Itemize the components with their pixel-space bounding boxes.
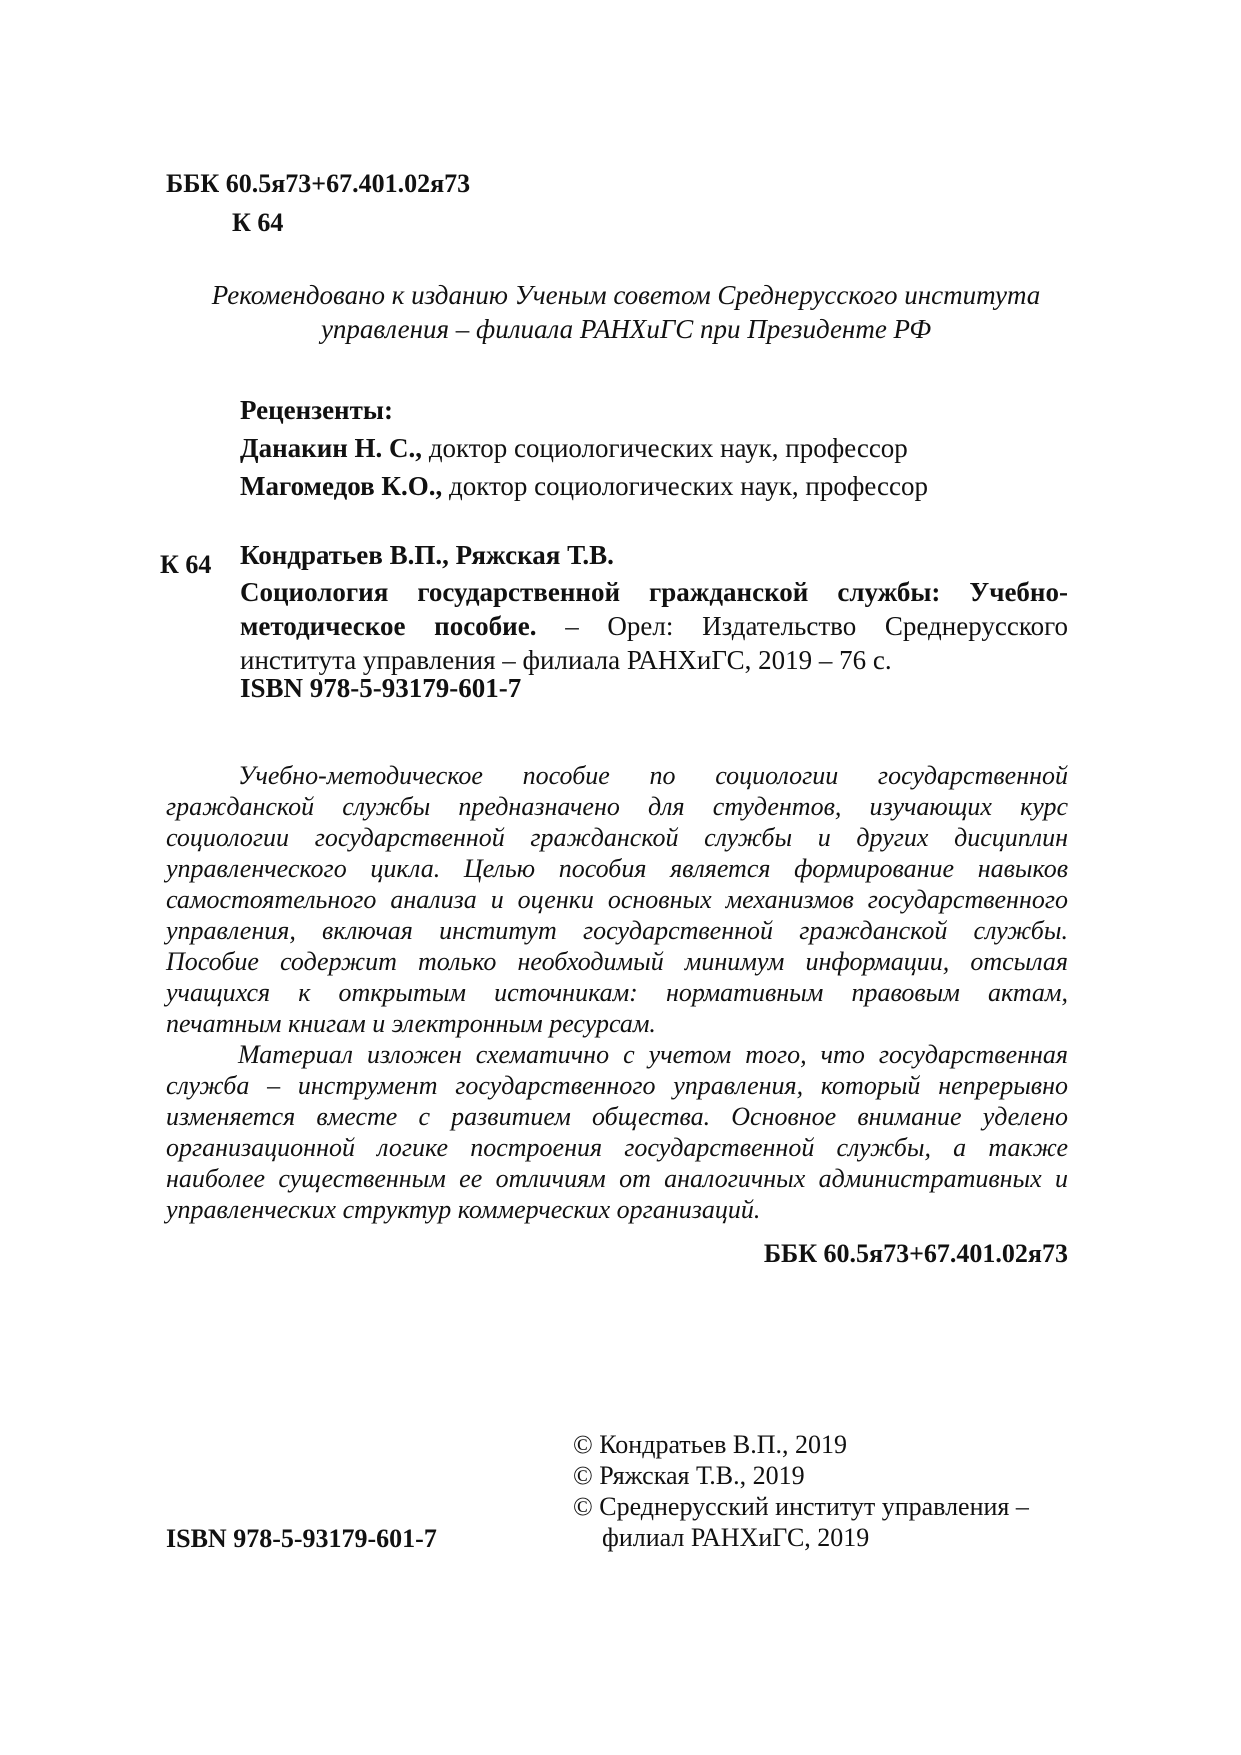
annotation-line: наиболее существенным ее отличиям от аналогичных административных и xyxy=(166,1164,1068,1193)
annotation-line: печатным книгам и электронным ресурсам. xyxy=(166,1009,656,1038)
isbn: ISBN 978-5-93179-601-7 xyxy=(166,1524,437,1553)
entry-title-line xyxy=(240,609,1068,643)
annotation-line: служба – инструмент государственного управления, который непрерывно xyxy=(166,1071,1068,1100)
reviewer-entry xyxy=(240,431,908,465)
annotation-line: изменяется вместе с развитием общества. Основное внимание уделено xyxy=(166,1102,1068,1131)
recommendation-line: Рекомендовано к изданию Ученым советом Среднерусского института xyxy=(211,280,1041,310)
recommendation-line: управления – филиала РАНХиГС при Президенте РФ xyxy=(320,314,932,344)
annotation-line: управленческих структур коммерческих организаций. xyxy=(166,1195,761,1224)
publication-recommendation xyxy=(166,278,1086,346)
annotation-line: учащихся к открытым источникам: нормативным правовым актам, xyxy=(166,978,1068,1007)
annotation-line: социологии государственной гражданской службы и других дисциплин xyxy=(166,823,1068,852)
annotation-line: Пособие содержит только необходимый минимум информации, отсылая xyxy=(166,947,1068,976)
reviewer-name: Магомедов К.О., xyxy=(240,471,443,501)
entry-title-end: методическое пособие. xyxy=(240,611,537,641)
copyright-line: © Ряжская Т.В., 2019 xyxy=(573,1461,805,1490)
reviewer-name: Данакин Н. С., xyxy=(240,433,423,463)
entry-author-mark: К 64 xyxy=(160,550,212,579)
annotation-line: управленческого цикла. Целью пособия является формирование навыков xyxy=(166,854,1068,883)
annotation-line: Учебно-методическое пособие по социологии государственной xyxy=(238,761,1068,790)
annotation-line: организационной логике построения государственной службы, а также xyxy=(166,1133,1068,1162)
copyright-line: © Кондратьев В.П., 2019 xyxy=(573,1430,847,1459)
copyright-block xyxy=(573,1429,1029,1553)
entry-imprint-line: института управления – филиала РАНХиГС, 2019 – 76 с. xyxy=(240,645,892,675)
entry-isbn: ISBN 978-5-93179-601-7 xyxy=(240,673,522,703)
annotation xyxy=(166,760,1068,1225)
entry-title-line: Социология государственной гражданской службы: Учебно- xyxy=(240,577,1068,607)
bbk-code-bottom: ББК 60.5я73+67.401.02я73 xyxy=(763,1239,1068,1268)
annotation-line: гражданской службы предназначено для студентов, изучающих курс xyxy=(166,792,1068,821)
entry-authors: Кондратьев В.П., Ряжская Т.В. xyxy=(240,540,614,570)
reviewer-description: доктор социологических наук, профессор xyxy=(442,471,928,501)
author-mark: К 64 xyxy=(232,208,284,237)
annotation-line: Материал изложен схематично с учетом того, что государственная xyxy=(238,1040,1068,1069)
annotation-line: управления, включая институт государственной гражданской службы. xyxy=(166,916,1068,945)
copyright-line: © Среднерусский институт управления – xyxy=(573,1492,1029,1521)
bibliographic-entry xyxy=(240,575,1068,677)
entry-publisher: – Орел: Издательство Среднерусского xyxy=(536,611,1068,641)
reviewer-description: доктор социологических наук, профессор xyxy=(422,433,908,463)
reviewers-title: Рецензенты: xyxy=(240,395,393,425)
copyright-line: филиал РАНХиГС, 2019 xyxy=(602,1523,870,1552)
annotation-line: самостоятельного анализа и оценки основных механизмов государственного xyxy=(166,885,1068,914)
bbk-code: ББК 60.5я73+67.401.02я73 xyxy=(166,169,471,198)
reviewer-entry xyxy=(240,469,928,503)
